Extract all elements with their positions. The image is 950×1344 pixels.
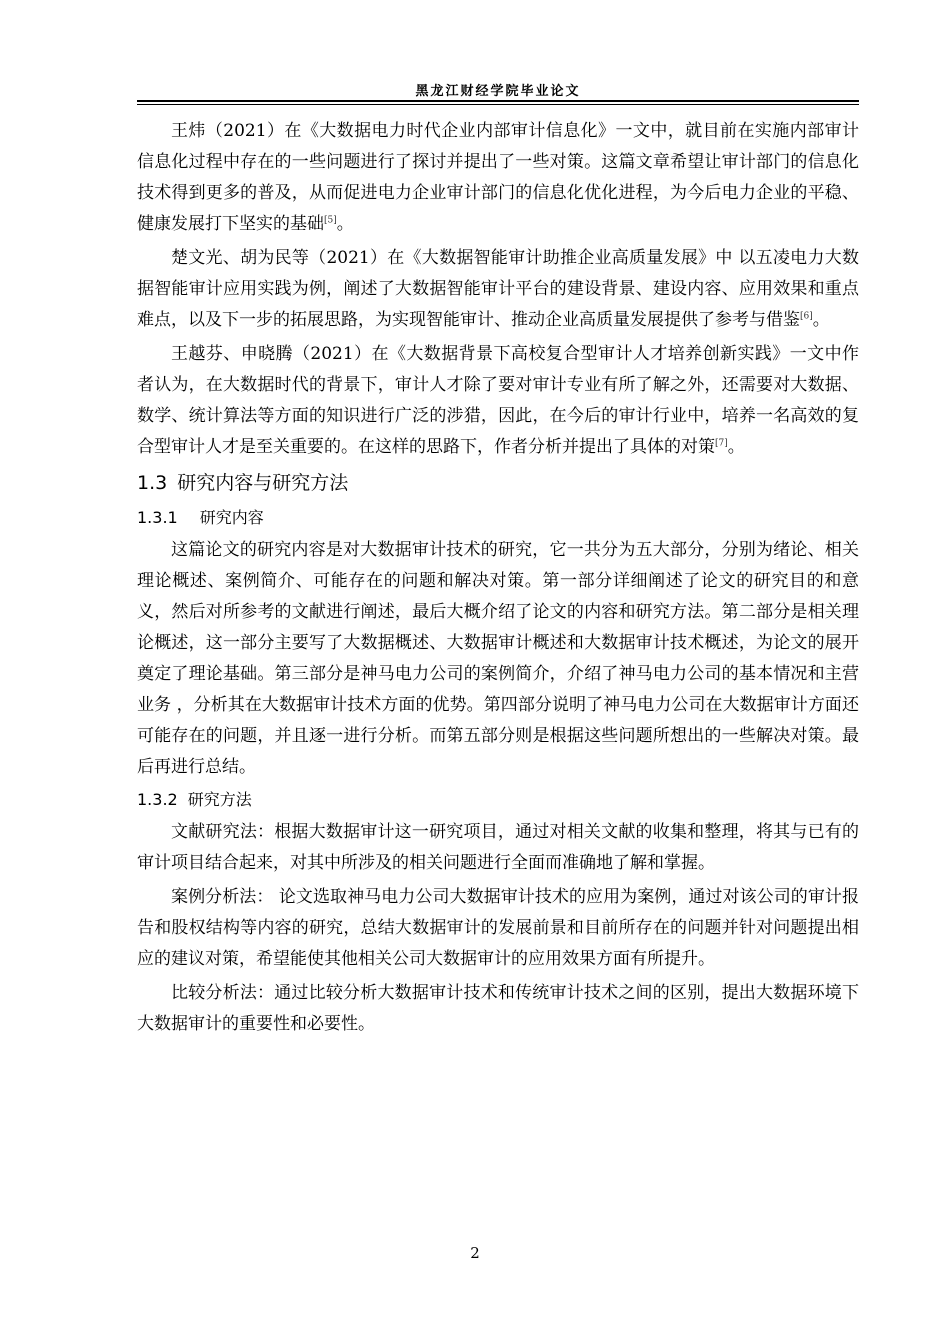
header-rule-thick [137, 100, 859, 102]
citation-ref: [6] [800, 311, 813, 322]
paragraph-chu-wenguang [137, 243, 859, 336]
paragraph-end: 。 [727, 437, 745, 457]
section-heading-1-3 [137, 466, 859, 500]
paragraph-end: 。 [336, 214, 354, 234]
document-body [137, 116, 859, 1040]
paragraph-text: 比较分析法：通过比较分析大数据审计技术和传统审计技术之间的区别，提出大数据环境下大数据审计的重要性和必要性。 [137, 983, 859, 1034]
paragraph-text: 王炜（2021）在《大数据电力时代企业内部审计信息化》一文中，就目前在实施内部审计信息化过程中存在的一些问题进行了探讨并提出了一些对策。这篇文章希望让审计部门的信息化技术得到更多的普及，从而促进电力企业审计部门的信息化优化进程，为今后电力企业的平稳、健康发展打下坚实的基础 [137, 121, 859, 234]
paragraph-text: 案例分析法： 论文选取神马电力公司大数据审计技术的应用为案例，通过对该公司的审计报告和股权结构等内容的研究，总结大数据审计的发展前景和目前所存在的问题并针对问题提出相应的建议对策，希望能使其他相关公司大数据审计的应用效果方面有所提升。 [137, 887, 859, 969]
paragraph-comparison-method [137, 978, 859, 1040]
citation-ref: [7] [715, 438, 728, 449]
paragraph-text: 文献研究法：根据大数据审计这一研究项目，通过对相关文献的收集和整理，将其与已有的审计项目结合起来，对其中所涉及的相关问题进行全面而准确地了解和掌握。 [137, 822, 859, 873]
paragraph-text: 这篇论文的研究内容是对大数据审计技术的研究，它一共分为五大部分，分别为绪论、相关理论概述、案例简介、可能存在的问题和解决对策。第一部分详细阐述了论文的研究目的和意义，然后对所参考的文献进行阐述，最后大概介绍了论文的内容和研究方法。第二部分是相关理论概述，这一部分主要写了大数据概述、大数据审计概述和大数据审计技术概述，为论文的展开奠定了理论基础。第三部分是神马电力公司的案例简介，介绍了神马电力公司的基本情况和主营业务 ，分析其在大数据审计技术方面的优势。第四部分说明了神马电力公司在大数据审计方面还可能存在的问题，并且逐一进行分析。而第五部分则是根据这些问题所想出的一些解决对策。最后再进行总结。 [137, 540, 859, 777]
paragraph-case-method [137, 882, 859, 975]
section-number: 1.3 [137, 472, 168, 494]
paragraph-wang-yuefen [137, 339, 859, 463]
subsection-number: 1.3.2 [137, 790, 178, 809]
subsection-heading-1-3-2 [137, 785, 859, 815]
subsection-title: 研究内容 [199, 508, 264, 527]
paragraph-wang-wei [137, 116, 859, 240]
paragraph-text: 王越芬、申晓腾（2021）在《大数据背景下高校复合型审计人才培养创新实践》一文中作者认为，在大数据时代的背景下，审计人才除了要对审计专业有所了解之外，还需要对大数据、数学、统计算法等方面的知识进行广泛的涉猎，因此，在今后的审计行业中，培养一名高效的复合型审计人才是至关重要的。在这样的思路下，作者分析并提出了具体的对策 [137, 344, 859, 457]
subsection-heading-1-3-1 [137, 503, 859, 533]
page-number: 2 [470, 1244, 480, 1262]
paragraph-literature-method [137, 817, 859, 879]
citation-ref: [5] [324, 215, 337, 226]
paragraph-research-content [137, 535, 859, 783]
paragraph-end: 。 [812, 310, 830, 330]
header-rule-thin [137, 104, 859, 105]
subsection-number: 1.3.1 [137, 508, 178, 527]
page-header-title: 黑龙江财经学院毕业论文 [415, 84, 581, 99]
paragraph-text: 楚文光、胡为民等（2021）在《大数据智能审计助推企业高质量发展》中 以五凌电力大数据智能审计应用实践为例，阐述了大数据智能审计平台的建设背景、建设内容、应用效果和重点难点，以及下一步的拓展思路，为实现智能审计、推动企业高质量发展提供了参考与借鉴 [137, 248, 859, 330]
subsection-title: 研究方法 [187, 790, 252, 809]
section-title: 研究内容与研究方法 [177, 472, 349, 494]
